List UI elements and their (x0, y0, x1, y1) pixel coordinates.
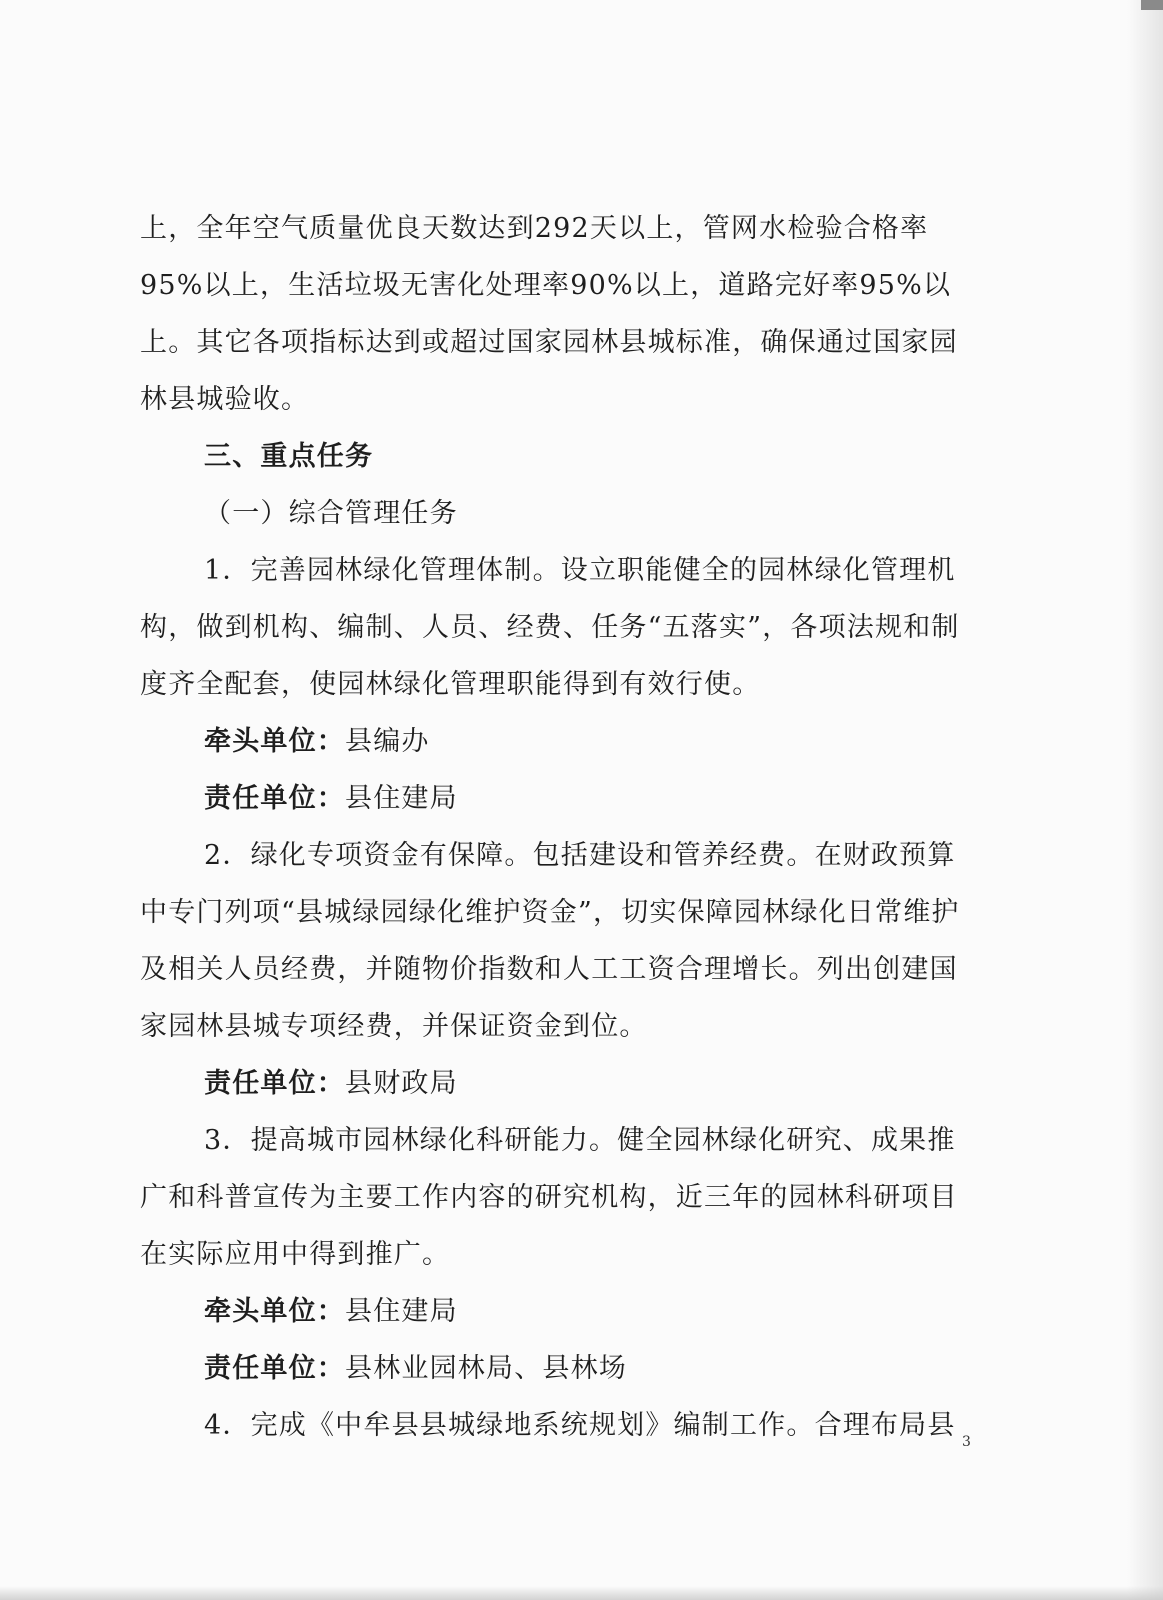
page-number: 3 (962, 1434, 971, 1450)
responsible-unit-value: 县林业园林局、县林场 (345, 1353, 627, 1384)
scan-corner-mark (1141, 0, 1163, 10)
task-item-1: 1．完善园林绿化管理体制。设立职能健全的园林绿化管理机构，做到机构、编制、人员、经费、任务“五落实”，各项法规和制度齐全配套，使园林绿化管理职能得到有效行使。 (140, 555, 960, 700)
lead-unit-line (140, 713, 980, 770)
responsible-unit-label: 责任单位： (204, 1353, 345, 1384)
lead-unit-value: 县编办 (345, 726, 430, 757)
responsible-unit-line (140, 1340, 980, 1397)
section-heading: 三、重点任务 (204, 441, 374, 472)
lead-unit-label: 牵头单位： (204, 1296, 345, 1327)
subsection-heading: （一）综合管理任务 (204, 498, 458, 529)
task-item-3: 3．提高城市园林绿化科研能力。健全园林绿化研究、成果推广和科普宣传为主要工作内容的研究机构，近三年的园林科研项目在实际应用中得到推广。 (140, 1125, 958, 1270)
responsible-unit-line (140, 1055, 980, 1112)
task-item-2: 2．绿化专项资金有保障。包括建设和管养经费。在财政预算中专门列项“县城绿园绿化维护资金”，切实保障园林绿化日常维护及相关人员经费，并随物价指数和人工工资合理增长。列出创建国家园林县城专项经费，并保证资金到位。 (140, 840, 960, 1042)
responsible-unit-line (140, 770, 980, 827)
continuation-paragraph: 上，全年空气质量优良天数达到292天以上，管网水检验合格率95%以上，生活垃圾无害化处理率90%以上，道路完好率95%以上。其它各项指标达到或超过国家园林县城标准，确保通过国家园林县城验收。 (140, 213, 958, 415)
document-body (140, 200, 980, 1454)
responsible-unit-value: 县住建局 (345, 783, 458, 814)
responsible-unit-label: 责任单位： (204, 783, 345, 814)
lead-unit-label: 牵头单位： (204, 726, 345, 757)
scan-bottom-edge (0, 1586, 1163, 1600)
responsible-unit-value: 县财政局 (345, 1068, 458, 1099)
lead-unit-line (140, 1283, 980, 1340)
lead-unit-value: 县住建局 (345, 1296, 458, 1327)
task-item-4: 4．完成《中牟县县城绿地系统规划》编制工作。合理布局县 (204, 1410, 956, 1441)
responsible-unit-label: 责任单位： (204, 1068, 345, 1099)
scan-shadow (1127, 0, 1163, 1600)
